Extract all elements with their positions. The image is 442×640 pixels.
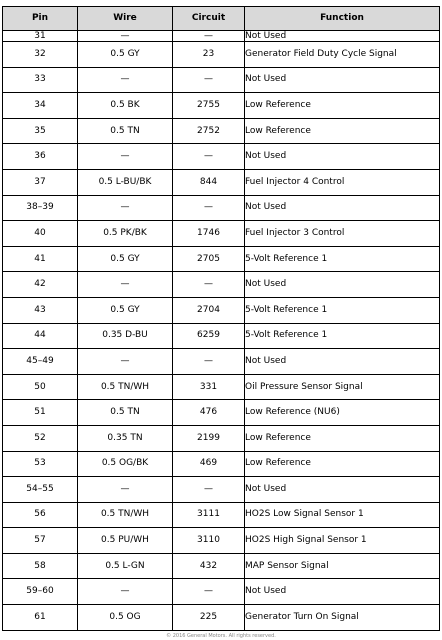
circuit-cell: 3111: [173, 502, 245, 528]
pin-cell: 34: [3, 93, 78, 119]
circuit-cell: 2705: [173, 246, 245, 272]
pin-cell: 35: [3, 118, 78, 144]
pin-cell: 31: [3, 31, 78, 42]
header-function: Function: [245, 7, 440, 31]
circuit-cell: 1746: [173, 221, 245, 247]
pin-cell: 43: [3, 297, 78, 323]
wire-cell: 0.5 TN: [78, 118, 173, 144]
function-cell: 5-Volt Reference 1: [245, 246, 440, 272]
table-row: [3, 118, 440, 144]
wire-cell: 0.5 OG: [78, 605, 173, 631]
connector-pinout-sheet: [2, 6, 439, 631]
wire-cell: 0.5 L-GN: [78, 553, 173, 579]
function-cell: Fuel Injector 3 Control: [245, 221, 440, 247]
table-row: [3, 144, 440, 170]
table-row: [3, 349, 440, 375]
pin-cell: 33: [3, 67, 78, 93]
circuit-cell: —: [173, 272, 245, 298]
function-cell: HO2S High Signal Sensor 1: [245, 528, 440, 554]
function-cell: Generator Turn On Signal: [245, 605, 440, 631]
wire-cell: 0.5 PU/WH: [78, 528, 173, 554]
pin-cell: 59–60: [3, 579, 78, 605]
wire-cell: 0.5 TN: [78, 400, 173, 426]
circuit-cell: —: [173, 349, 245, 375]
header-pin: Pin: [3, 7, 78, 31]
pin-cell: 54–55: [3, 477, 78, 503]
circuit-cell: 2755: [173, 93, 245, 119]
function-cell: Not Used: [245, 144, 440, 170]
pin-cell: 53: [3, 451, 78, 477]
function-cell: Not Used: [245, 31, 440, 42]
wire-cell: —: [78, 31, 173, 42]
function-cell: Oil Pressure Sensor Signal: [245, 374, 440, 400]
table-row: [3, 297, 440, 323]
table-header: [3, 7, 440, 31]
wire-cell: —: [78, 477, 173, 503]
function-cell: Not Used: [245, 272, 440, 298]
table-row: [3, 272, 440, 298]
pin-cell: 51: [3, 400, 78, 426]
function-cell: Generator Field Duty Cycle Signal: [245, 42, 440, 68]
circuit-cell: —: [173, 31, 245, 42]
table-row: [3, 93, 440, 119]
pin-cell: 36: [3, 144, 78, 170]
circuit-cell: —: [173, 579, 245, 605]
wire-cell: 0.5 L-BU/BK: [78, 169, 173, 195]
wire-cell: 0.5 GY: [78, 42, 173, 68]
circuit-cell: 469: [173, 451, 245, 477]
pin-cell: 40: [3, 221, 78, 247]
pin-cell: 42: [3, 272, 78, 298]
table-row: [3, 528, 440, 554]
function-cell: Not Used: [245, 195, 440, 221]
wire-cell: 0.5 PK/BK: [78, 221, 173, 247]
circuit-cell: 844: [173, 169, 245, 195]
wire-cell: —: [78, 579, 173, 605]
copyright-footer: © 2016 General Motors. All rights reserved.: [166, 633, 276, 639]
wire-cell: 0.5 GY: [78, 246, 173, 272]
wire-cell: 0.35 D-BU: [78, 323, 173, 349]
circuit-cell: 432: [173, 553, 245, 579]
circuit-cell: —: [173, 195, 245, 221]
header-row: [3, 7, 440, 31]
wire-cell: —: [78, 195, 173, 221]
pin-cell: 57: [3, 528, 78, 554]
function-cell: 5-Volt Reference 1: [245, 297, 440, 323]
function-cell: Fuel Injector 4 Control: [245, 169, 440, 195]
table-row: [3, 246, 440, 272]
wire-cell: 0.35 TN: [78, 425, 173, 451]
wire-cell: —: [78, 272, 173, 298]
table-row: [3, 400, 440, 426]
pin-cell: 56: [3, 502, 78, 528]
pin-cell: 45–49: [3, 349, 78, 375]
pin-cell: 37: [3, 169, 78, 195]
circuit-cell: —: [173, 477, 245, 503]
table-row: [3, 451, 440, 477]
pin-cell: 44: [3, 323, 78, 349]
circuit-cell: —: [173, 67, 245, 93]
circuit-cell: —: [173, 144, 245, 170]
wire-cell: —: [78, 349, 173, 375]
pin-cell: 61: [3, 605, 78, 631]
table-row: [3, 67, 440, 93]
table-row: [3, 42, 440, 68]
table-row: [3, 477, 440, 503]
function-cell: Not Used: [245, 349, 440, 375]
wire-cell: 0.5 BK: [78, 93, 173, 119]
function-cell: Not Used: [245, 579, 440, 605]
circuit-cell: 23: [173, 42, 245, 68]
function-cell: MAP Sensor Signal: [245, 553, 440, 579]
function-cell: Low Reference (NU6): [245, 400, 440, 426]
function-cell: Low Reference: [245, 451, 440, 477]
pin-cell: 58: [3, 553, 78, 579]
table-row: [3, 221, 440, 247]
circuit-cell: 2199: [173, 425, 245, 451]
circuit-cell: 225: [173, 605, 245, 631]
circuit-cell: 3110: [173, 528, 245, 554]
function-cell: Low Reference: [245, 93, 440, 119]
table-row: [3, 579, 440, 605]
table-row: [3, 425, 440, 451]
wire-cell: —: [78, 144, 173, 170]
circuit-cell: 476: [173, 400, 245, 426]
wire-cell: 0.5 OG/BK: [78, 451, 173, 477]
circuit-cell: 331: [173, 374, 245, 400]
pin-cell: 52: [3, 425, 78, 451]
header-circuit: Circuit: [173, 7, 245, 31]
table-row: [3, 31, 440, 42]
table-row: [3, 169, 440, 195]
function-cell: Low Reference: [245, 425, 440, 451]
function-cell: HO2S Low Signal Sensor 1: [245, 502, 440, 528]
table-row: [3, 605, 440, 631]
circuit-cell: 2752: [173, 118, 245, 144]
wire-cell: —: [78, 67, 173, 93]
table-row: [3, 502, 440, 528]
table-row: [3, 553, 440, 579]
table-row: [3, 323, 440, 349]
pin-cell: 32: [3, 42, 78, 68]
function-cell: Not Used: [245, 67, 440, 93]
circuit-cell: 2704: [173, 297, 245, 323]
header-wire: Wire: [78, 7, 173, 31]
function-cell: Not Used: [245, 477, 440, 503]
function-cell: Low Reference: [245, 118, 440, 144]
pin-cell: 38–39: [3, 195, 78, 221]
table-body: [3, 31, 440, 631]
pin-cell: 50: [3, 374, 78, 400]
pinout-table: [2, 6, 440, 631]
table-row: [3, 195, 440, 221]
wire-cell: 0.5 TN/WH: [78, 502, 173, 528]
pin-cell: 41: [3, 246, 78, 272]
wire-cell: 0.5 GY: [78, 297, 173, 323]
function-cell: 5-Volt Reference 1: [245, 323, 440, 349]
table-row: [3, 374, 440, 400]
circuit-cell: 6259: [173, 323, 245, 349]
wire-cell: 0.5 TN/WH: [78, 374, 173, 400]
